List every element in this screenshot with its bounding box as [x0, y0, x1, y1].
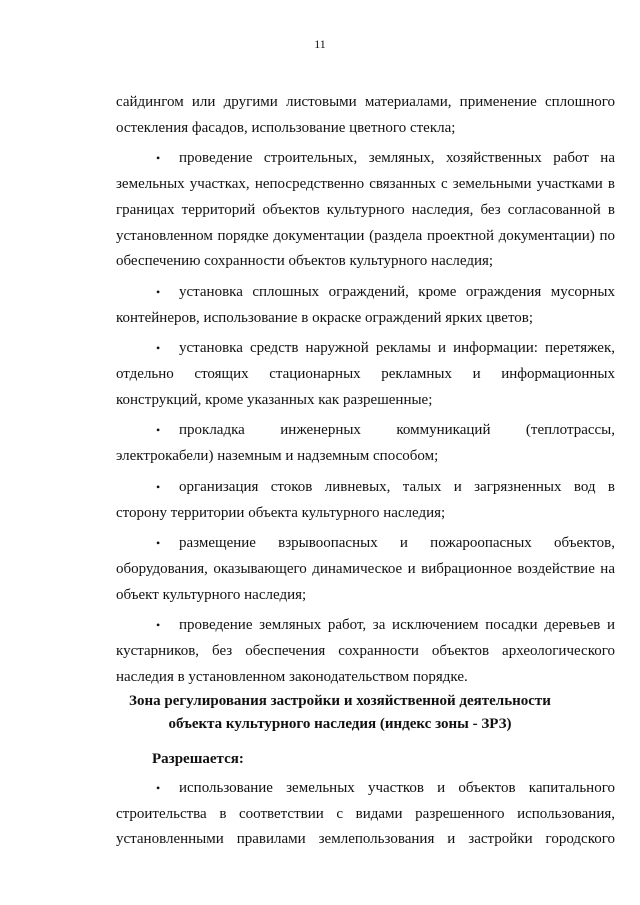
section-heading-line: объекта культурного наследия (индекс зоны - ЗРЗ) — [168, 716, 512, 732]
list-item-line: земельных участках, непосредственно связанных с земельными участками в — [116, 176, 615, 193]
list-item-line: наследия в установленном законодательством порядке. — [116, 668, 468, 685]
list-item-line: организация стоков ливневых, талых и загрязненных вод в — [179, 478, 615, 495]
list-item-line: установленными правилами землепользования и застройки городского — [116, 831, 615, 848]
list-item-line: установленном порядке документации (раздела проектной документации) по — [116, 227, 615, 244]
list-item-line: сторону территории объекта культурного наследия; — [116, 504, 446, 521]
list-item-line: оборудования, оказывающего динамическое и вибрационное воздействие на — [116, 560, 615, 577]
section-heading-line: Зона регулирования застройки и хозяйственной деятельности — [129, 693, 551, 709]
list-item-line: обеспечению сохранности объектов культурного наследия; — [116, 253, 494, 270]
list-item-line: кустарников, без обеспечения сохранности объектов археологического — [116, 643, 615, 659]
bullet-icon: • — [156, 423, 161, 438]
bullet-icon: • — [156, 781, 161, 795]
list-item-line: границах территорий объектов культурного наследия, без согласованной в — [116, 201, 615, 218]
paragraph-line: сайдингом или другими листовыми материалами, применение сплошного — [116, 94, 615, 110]
list-item-line: установка сплошных ограждений, кроме ограждения мусорных — [179, 283, 615, 300]
bullet-icon: • — [156, 341, 161, 356]
list-item-line: использование земельных участков и объектов капитального — [179, 780, 615, 796]
list-item-line: установка средств наружной рекламы и информации: перетяжек, — [179, 340, 615, 357]
bullet-icon: • — [156, 284, 161, 299]
list-item-line: прокладка инженерных коммуникаций (теплотрассы, — [179, 422, 615, 439]
bullet-icon: • — [156, 618, 161, 633]
list-item-line: электрокабели) наземным и надземным способом; — [116, 448, 439, 465]
list-item-line: объект культурного наследия; — [116, 586, 307, 603]
list-item-line: проведение строительных, земляных, хозяйственных работ на — [179, 150, 615, 167]
page-number: 11 — [314, 37, 326, 51]
list-item-line: конструкций, кроме указанных как разрешенные; — [116, 391, 433, 408]
list-item-line: отдельно стоящих стационарных рекламных и информационных — [116, 366, 615, 382]
list-item-line: проведение земляных работ, за исключением посадки деревьев и — [179, 617, 615, 634]
permitted-label: Разрешается: — [152, 751, 244, 767]
list-item-line: строительства в соответствии с видами разрешенного использования, — [116, 805, 615, 822]
bullet-icon: • — [156, 151, 161, 166]
list-item-line: размещение взрывоопасных и пожароопасных объектов, — [179, 535, 615, 552]
bullet-icon: • — [156, 479, 161, 494]
bullet-icon: • — [156, 536, 161, 551]
paragraph-line: остекления фасадов, использование цветного стекла; — [116, 119, 456, 136]
list-item-line: контейнеров, использование в окраске ограждений ярких цветов; — [116, 309, 534, 326]
